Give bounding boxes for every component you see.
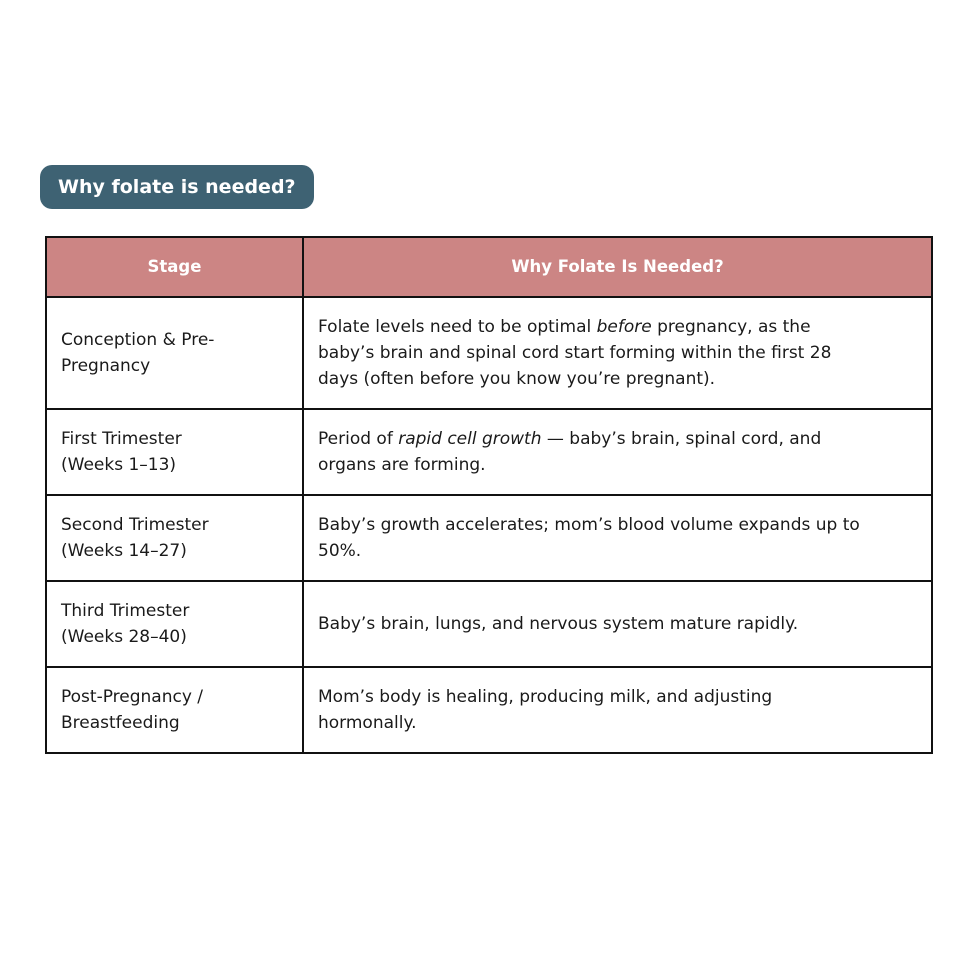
section-title: Why folate is needed? [58,176,296,198]
stage-cell [46,297,303,409]
emphasis-text: rapid cell growth [398,429,542,449]
reason-text: Baby’s growth accelerates; mom’s blood volume expands up to [318,515,860,535]
stage-cell [46,667,303,753]
table-header-row [46,237,932,297]
reason-cell [303,297,932,409]
reason-text: Mom’s body is healing, producing milk, and adjusting [318,687,773,707]
folate-stages-table [45,236,933,754]
reason-cell [303,409,932,495]
table-row [46,581,932,667]
column-header-why-needed: Why Folate Is Needed? [303,237,932,297]
stage-cell [46,409,303,495]
stage-cell [46,495,303,581]
stage-cell [46,581,303,667]
reason-text: organs are forming. [318,455,486,475]
reason-text: Folate levels need to be optimal before pregnancy, as the [318,317,811,337]
stage-text: Second Trimester [61,515,209,535]
reason-text: 50%. [318,541,362,561]
section-title-badge [40,165,314,209]
stage-text: (Weeks 1–13) [61,455,177,475]
column-header-stage: Stage [46,237,303,297]
reason-text: Baby’s brain, lungs, and nervous system mature rapidly. [318,614,799,634]
table-row [46,667,932,753]
table-row [46,495,932,581]
stage-text: Third Trimester [61,601,190,621]
stage-text: Pregnancy [61,356,151,376]
emphasis-text: before [596,317,652,337]
reason-text: baby’s brain and spinal cord start forming within the first 28 [318,343,832,363]
stage-text: (Weeks 14–27) [61,541,187,561]
stage-text: (Weeks 28–40) [61,627,187,647]
table-row [46,409,932,495]
reason-cell [303,581,932,667]
stage-text: Post-Pregnancy / [61,687,204,707]
reason-text: days (often before you know you’re pregnant). [318,369,716,389]
stage-text: Conception & Pre- [61,330,215,350]
table-row [46,297,932,409]
reason-text: Period of rapid cell growth — baby’s brain, spinal cord, and [318,429,822,449]
stage-text: Breastfeeding [61,713,180,733]
reason-cell [303,495,932,581]
stage-text: First Trimester [61,429,182,449]
reason-text: hormonally. [318,713,417,733]
reason-cell [303,667,932,753]
